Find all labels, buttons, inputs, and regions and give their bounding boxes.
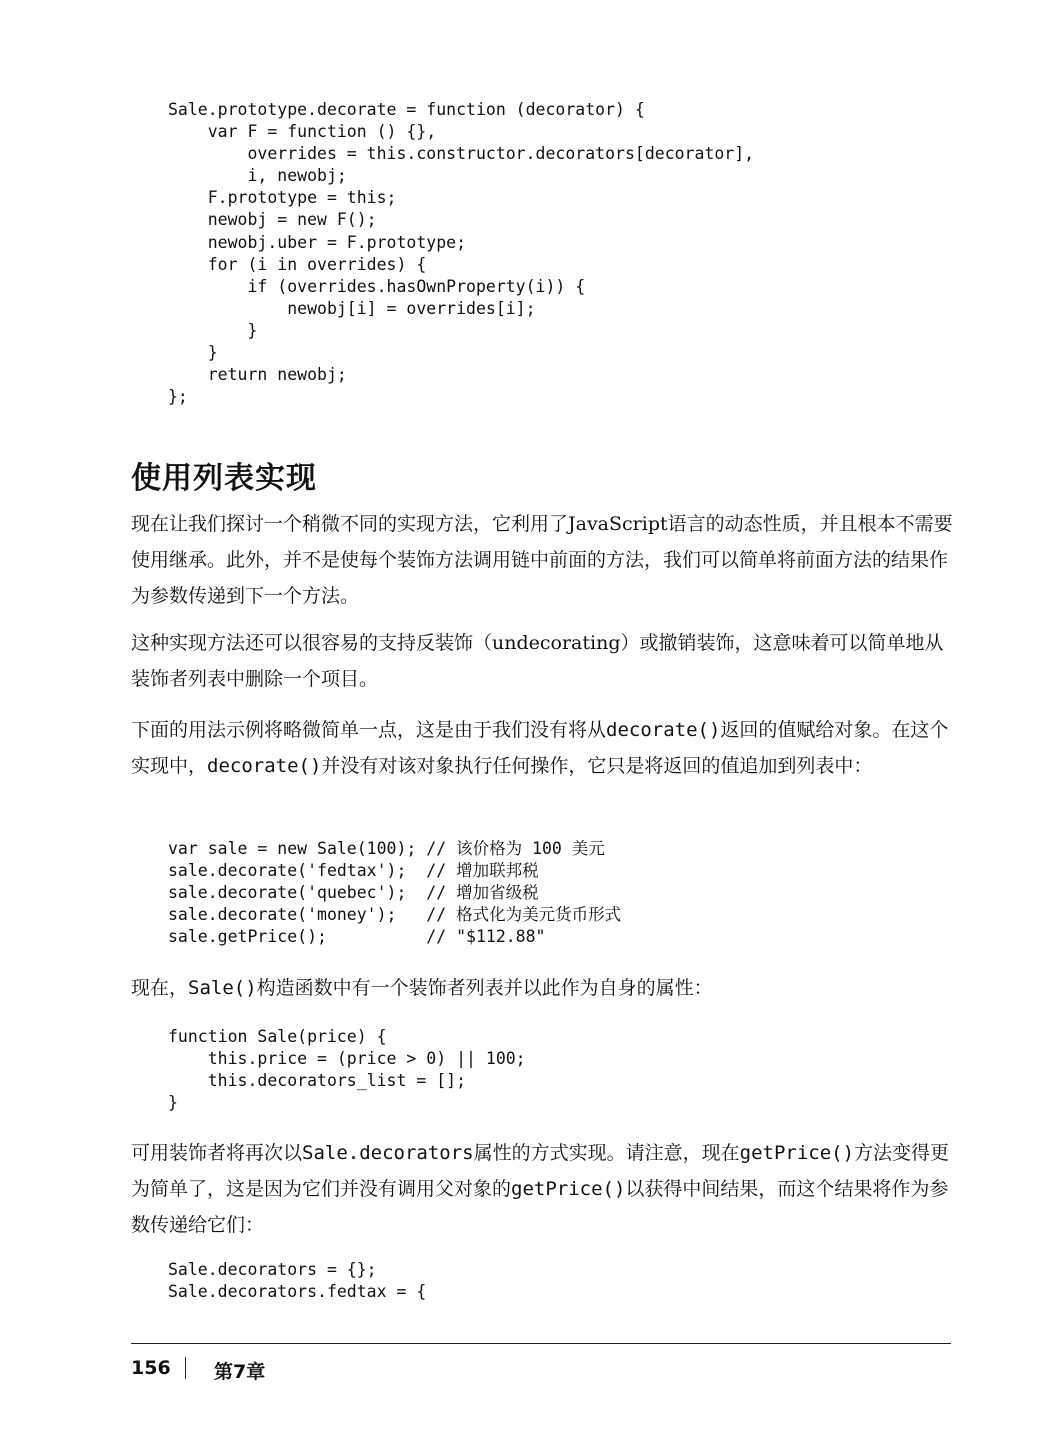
inline-code: decorate() (606, 719, 721, 741)
paragraph-intro: 现在让我们探讨一个稍微不同的实现方法，它利用了JavaScript语言的动态性质，并且根本不需要使用继承。此外，并不是使每个装饰方法调用链中前面的方法，我们可以简单将前面方法的结果作为参数传递到下一个方法。 (131, 513, 953, 607)
inline-code: decorate() (207, 755, 322, 777)
code-line: sale.decorate('fedtax'); // 增加联邦税 (168, 861, 539, 881)
text: 属性的方式实现。请注意，现在 (473, 1142, 740, 1164)
code-line: this.price = (price > 0) || 100; (168, 1049, 526, 1069)
code-line: newobj.uber = F.prototype; (168, 232, 467, 252)
inline-code: Sale.decorators (302, 1142, 474, 1164)
code-line: sale.decorate('money'); // 格式化为美元货币形式 (168, 905, 622, 925)
text: 构造函数中有一个装饰者列表并以此作为自身的属性： (256, 977, 713, 999)
code-line: } (168, 1093, 178, 1113)
paragraph-decorators (131, 1135, 953, 1243)
footer-divider (131, 1343, 951, 1344)
text: 返回的值赋给对象。在这个实现中， (131, 719, 949, 777)
text: 方法变得更为简单了，这是因为它们并没有调用父对象的 (131, 1142, 950, 1200)
text: 并没有对该对象执行任何操作，它只是将返回的值追加到列表中： (321, 755, 873, 777)
paragraph-constructor (131, 970, 953, 1006)
code-line: for (i in overrides) { (168, 254, 427, 274)
code-line: i, newobj; (168, 166, 347, 186)
text: 可用装饰者将再次以 (131, 1142, 303, 1164)
code-line: return newobj; (168, 365, 347, 385)
inline-code: getPrice() (739, 1142, 855, 1164)
code-line: } (168, 343, 218, 363)
paragraph-usage-example (131, 712, 953, 784)
code-line: Sale.decorators.fedtax = { (168, 1282, 427, 1302)
text: 现在， (131, 977, 189, 999)
chapter-label: 第7章 (214, 1361, 266, 1383)
footer-separator (185, 1357, 186, 1379)
text: 以获得中间结果，而这个结果将作为参数传递给它们： (131, 1178, 949, 1236)
inline-code: Sale() (188, 977, 257, 999)
paragraph-undecorating: 这种实现方法还可以很容易的支持反装饰（undecorating）或撤销装饰，这意味着可以简单地从装饰者列表中删除一个项目。 (131, 632, 944, 690)
text: 下面的用法示例将略微简单一点，这是由于我们没有将从 (131, 719, 607, 741)
code-line: this.decorators_list = []; (168, 1071, 467, 1091)
code-line: F.prototype = this; (168, 188, 397, 208)
code-line: }; (168, 387, 188, 407)
code-block-decorators (168, 1259, 426, 1303)
code-line: } (168, 320, 258, 340)
code-line: sale.getPrice(); // "$112.88" (168, 927, 546, 947)
code-line: function Sale(price) { (168, 1027, 387, 1046)
code-line: overrides = this.constructor.decorators[decorator], (168, 144, 755, 164)
section-title: 使用列表实现 (131, 461, 317, 496)
inline-code: getPrice() (511, 1178, 626, 1200)
code-line: var F = function () {}, (168, 122, 437, 142)
code-block-constructor (168, 1026, 526, 1114)
code-line: if (overrides.hasOwnProperty(i)) { (168, 276, 586, 296)
code-line: Sale.decorators = {}; (168, 1260, 377, 1279)
code-block-decorate-method (168, 99, 754, 408)
code-block-usage (168, 838, 621, 948)
code-line: newobj[i] = overrides[i]; (168, 298, 536, 318)
code-line: newobj = new F(); (168, 210, 377, 230)
code-line: Sale.prototype.decorate = function (decorator) { (168, 100, 645, 119)
code-line: var sale = new Sale(100); // 该价格为 100 美元 (168, 839, 605, 858)
page-number: 156 (131, 1357, 171, 1379)
code-line: sale.decorate('quebec'); // 增加省级税 (168, 883, 539, 903)
